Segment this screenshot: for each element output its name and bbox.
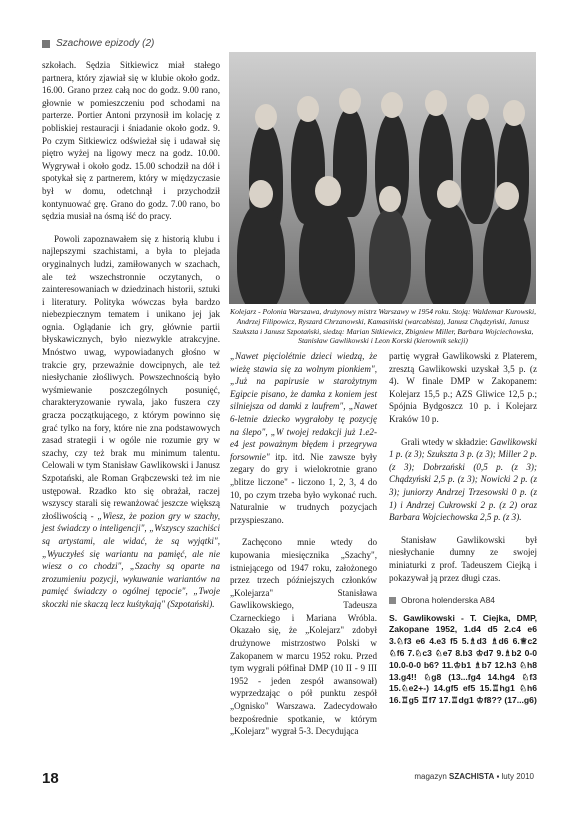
section-header [42,38,154,49]
team-photo [229,52,536,304]
paragraph: Stanisław Gawlikowski był niesłychanie dumny ze swojej miniaturki z prof. Tadeuszem Ciejką i pokazywał ją przez długi czas. [389,534,537,583]
person-head [339,88,361,114]
paragraph: partię wygrał Gawlikowski z Platerem, zresztą Gawlikowski uzyskał 3,5 p. (z 4). W finale DMP w Zakopanem: Kolejarz 15,5 p.; AZS Gliwice 12,5 p.; Spójnia Bydgoszcz 10 p. i Kolejarz Kraków 10 p. [389,351,537,424]
person-figure [461,114,495,224]
person-head [467,94,489,120]
lineup-text: Gawlikowski 1 p. (z 3); Szukszta 3 p. (z 3); Miller 2 p. (z 3); Dobrzański (0,5 p. (z 3); Chądzyński 2,5 p. (z 3); Nowicki 2 p. (z 3); juniorzy Andrzej Trzesowski 0 p. (z 1) i Andrzej Cukrowski 2 p. (z 2) oraz Barbara Wojciechowska 2,5 p. (z 3). [389,436,537,523]
paragraph-text: Powoli zapoznawałem się z historią klubu i najlepszymi szachistami, a była to plejada oryginalnych ludzi, zamiłowanych w szachach, ale też wszechstronnie oczytanych, o zainteresowaniach w dziedzinach historii, sztuki i literatury. Polityka wówczas była bardzo niebezpiecznym tematem i unikano jej jak ognia. Oglądanie ich gry, głównie partii błyskawicznych, było niezwykle atrakcyjne. Mnóstwo uwag, wypowiadanych głośno w trakcie gry, przeważnie dowcipnych, ale też niesłychanie złośliwych. Powszechnością było wyśmiewanie poszczególnych posunięć, charakteryzowanie rywala, jako fuszera czy gracza początkującego, z którym powinno się grać tylko na fory, które nie zna podstawowych zasad strategii i w ogóle nie rozumie gry w szachy, czy też brak mu minimum talentu. Celowali w tym Stanisław Gawlikowski i Janusz Szpotański, ale Roman Grąbczewski też im nie ustępował. Rzadko kto się obrażał, raczej wszyscy starali się rewanżować jeszcze większą złośliwością - [42,233,220,521]
person-head [381,92,403,118]
person-head [503,100,525,126]
person-head [315,176,341,206]
person-figure [333,107,367,217]
person-head [379,186,401,212]
game-header [389,594,537,607]
person-figure [483,204,531,304]
column-1 [42,59,220,611]
magazine-footer [414,772,534,781]
square-bullet-icon [389,597,396,604]
person-head [437,180,461,208]
quote-text: „Nawet pięciolétnie dzieci wiedzą, że wieżę stawia się za wolnym pionkiem", „Już na papirusie w starożytnym Egipcie pisano, że damka z koniem jest silniejsza od damki z laufrem", „Nawet 6-letnie dziecko wygrałoby tę pozycję na ślepo", „W twojej redakcji już 1.e2-e4 jest poważnym błędem i przegrywa forsownie" [230,351,377,462]
person-head [249,180,273,208]
person-figure [299,200,355,304]
paragraph: Zachęcono mnie wtedy do kupowania miesięcznika „Szachy", istniejącego od 1947 roku, założonego przez trzech późniejszych członków „Kolejarza" Stanisława Gawlikowskiego, Tadeusza Czarneckiego i Mariana Wróbla. Okazało się, że „Kolejarz" zdobył drużynowe mistrzostwo Polski w Zakopanem w marcu 1952 roku. Przed tym wygrali półfinał DMP (10 II - 9 III 1952 - jeden zespół awansował) wyprzedzając o pół punktu zespół „Ognisko" Warszawa. Zadecydowało bezpośrednie spotkanie, w którym „Kolejarz" wygrał 5-3. Decydująca [230,537,377,737]
game-notation: S. Gawlikowski - T. Ciejka, DMP, Zakopane 1952, 1.d4 d5 2.c4 e6 3.♘f3 e6 4.e3 f5 5.♗d3 ♗d6 6.♕c2 ♘f6 7.♘c3 ♘e7 8.b3 ♔d7 9.♗b2 0-0 10.0-0-0 b6? 11.♔b1 ♗b7 12.h3 ♘h8 13.g4!! ♘g8 (13...fg4 14.hg4 ♘f3 15.♘e2+-) 14.gf5 ef5 15.♖hg1 ♘h6 16.♖g5 ♖f7 17.♖dg1 ♔f8?? (17...g6) [389,612,537,706]
person-figure [237,202,285,304]
square-bullet-icon: ▪ [496,772,500,781]
person-figure [369,208,411,304]
paragraph: szkołach. Sędzia Sitkiewicz miał stałego partnera, który zjawiał się w klubie około godz. 16.00. Grano przez całą noc do godz. 9.00 rano, głownie w pomieszczeniu pod schodami na parterze. Portier Antoni przynosił im kolację z pobliskiej restauracji i śniadanie około godz. 9. Po czym Sitkiewicz odświeżał się i udawał się piętro wyżej na ligowy mecz na godz. 10.00. Wygrywał i około godz. 15.00 schodził na dół i spotykał się z partnerem, który w międzyczasie był w domu, odetchnął i przychodził kontynuować grę. Grano do godz. 7.00 rano, bo sędzia musiał na ósmą iść do pracy. [42,60,220,222]
photo-caption: Kolejarz - Polonia Warszawa, drużynowy mistrz Warszawy w 1954 roku. Stoją: Waldemar Kurowski, Andrzej Filipowicz, Ryszard Chrzanowski, Kamasiński (warcabista), Janusz Chądzyński, Janusz Szukszta i Janusz Szpotański, siedzą: Marian Sitkiewicz, Zbigniew Miller, Barbara Wojciechowska, Stanisław Gawlikowski i Leon Korski (kierownik sekcji) [230,307,536,346]
paragraph-text: Grali wtedy w składzie: [401,436,491,447]
person-head [255,104,277,130]
page-number: 18 [42,770,59,787]
person-head [425,90,447,116]
person-head [495,182,519,210]
section-title: Szachowe epizody (2) [56,38,155,49]
person-head [297,96,319,122]
opening-name: Obrona holenderska A84 [401,595,496,606]
column-2 [230,350,377,738]
quote-text: „Wiesz, że pozion gry w szachy, jest świadczy o inteligencji", „Wszyscy szachiści są artystami, ale widać, że są wyjątki", „Wyuczyłeś się wariantu na pamięć, ale nie wiesz o co chodzi", „Szachy są oparte na zrozumieniu pozycji, wykuwanie wariantów na pamięć świadczy o ogólnej tępocie", „Twoje skoczki nie skaczą lecz kuśtykają" (Szpotański). [42,510,220,609]
issue-date: luty 2010 [501,772,534,781]
person-figure [425,202,473,304]
magazine-prefix: magazyn [414,772,450,781]
paragraph [389,436,537,524]
magazine-name: SZACHISTA [449,772,495,781]
paragraph-text: itp. itd. Nie zawsze były zegary do gry i wielokrotnie grano „blitze liczone" - liczono 1, 2, 3, 4 do 10, po czym trzeba było wykonać ruch. Naturalnie w trudnych pozycjach przyspieszano. [230,451,377,525]
square-bullet-icon [42,40,50,48]
paragraph [42,233,220,611]
paragraph [230,350,377,526]
column-3 [389,350,537,707]
